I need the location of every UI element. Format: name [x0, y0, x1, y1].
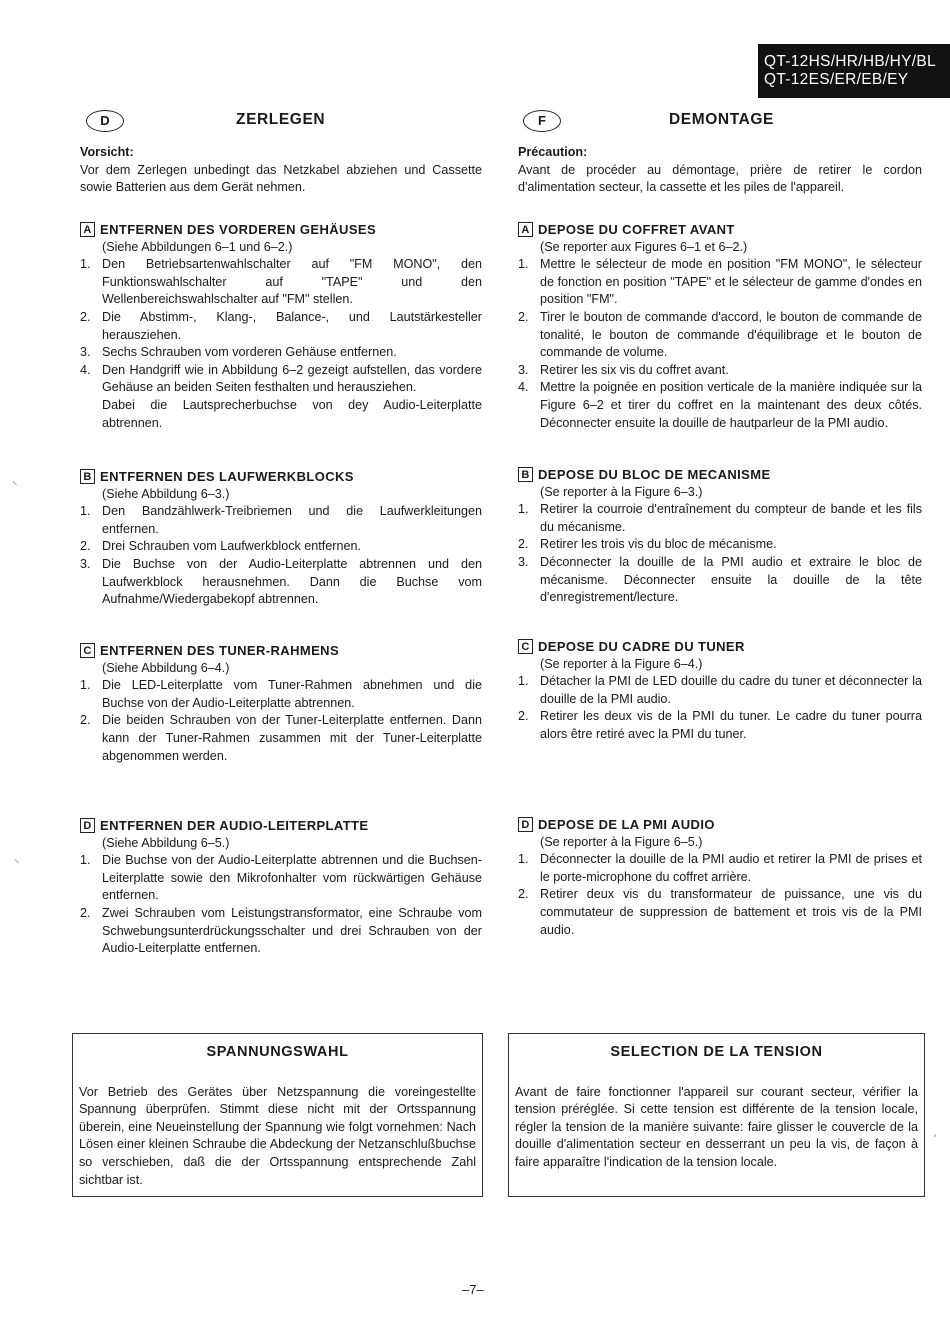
scan-mark: ': [934, 1133, 937, 1145]
step-text: Den Betriebsartenwahlschalter auf "FM MONO", den Funktionswahlschalter auf "TAPE" und den Wellenbereichswahlschalter auf "FM" stellen.: [102, 257, 482, 307]
model-label-line1: QT-12HS/HR/HB/HY/BL: [764, 53, 936, 70]
section-letter-box: D: [80, 818, 95, 833]
section-figure-ref: (Siehe Abbildungen 6–1 und 6–2.): [102, 239, 293, 254]
step-text: Die beiden Schrauben von der Tuner-Leiterplatte entfernen. Dann kann der Tuner-Rahmen zusammen mit der Tuner-Leiterplatte abgenommen werden.: [102, 713, 482, 763]
section-letter-box: A: [518, 222, 533, 237]
german-section-a: [80, 221, 482, 432]
step-number: 3.: [80, 556, 91, 571]
model-label: [758, 44, 950, 98]
section-title: DEPOSE DE LA PMI AUDIO: [538, 817, 715, 832]
german-language-badge: D: [86, 110, 124, 132]
step-item: [80, 556, 482, 609]
step-item: [518, 708, 922, 743]
step-item: [80, 362, 482, 397]
step-text: Zwei Schrauben vom Leistungstransformator, eine Schraube vom Schwebungsunterdrückungsschalter und drei Schrauben von der Audio-Leiterplatte entfernen.: [102, 905, 482, 956]
section-figure-ref: (Se reporter à la Figure 6–3.): [540, 484, 703, 499]
german-voltage-text: Vor Betrieb des Gerätes über Netzspannung die voreingestellte Spannung überprüfen. Stimmt diese nicht mit der Ortsspannung überein, eine Neueinstellung der Spannung wie folgt vornehmen: Nach Lösen einer kleinen Schraube die Abdeckung der Netzanschlußbuchse so verschieben, daß die der Ortsspannung entsprechende Zahl sichtbar ist.: [79, 1084, 476, 1187]
page-number: –7–: [462, 1282, 484, 1297]
step-item: [518, 501, 922, 536]
section-figure-ref: (Se reporter à la Figure 6–4.): [540, 656, 703, 671]
section-letter-box: B: [80, 469, 95, 484]
step-item: [518, 362, 922, 380]
step-item: [518, 886, 922, 939]
german-voltage-box: [72, 1033, 483, 1197]
step-number: 3.: [80, 345, 91, 360]
section-letter-box: C: [518, 639, 533, 654]
step-text: Retirer deux vis du transformateur de puissance, une vis du commutateur de suppression de battement et trois vis de la PMI audio.: [540, 887, 922, 937]
section-steps: [80, 852, 482, 958]
step-text: Déconnecter la douille de la PMI audio et retirer la PMI de prises et le porte-microphone du coffret arrière.: [540, 852, 922, 884]
step-text: Die Buchse von der Audio-Leiterplatte abtrennen und den Laufwerkblock herausnehmen. Dann die Buchse vom Aufnahme/Wiedergabekopf abtrennen.: [102, 556, 482, 607]
german-caution-text: Vor dem Zerlegen unbedingt das Netzkabel abziehen und Cassette sowie Batterien aus dem Gerät nehmen.: [80, 162, 482, 195]
german-section-d: [80, 817, 482, 958]
step-number: 1.: [518, 674, 529, 689]
section-note: Dabei die Lautsprecherbuchse von dey Audio-Leiterplatte abtrennen.: [102, 397, 482, 430]
step-item: [518, 536, 922, 554]
french-section-b: [518, 466, 922, 607]
section-title: ENTFERNEN DES LAUFWERKBLOCKS: [100, 469, 354, 484]
step-number: 2.: [518, 887, 529, 902]
section-steps: [80, 677, 482, 765]
step-number: 1.: [80, 678, 91, 693]
german-section-c: [80, 642, 482, 765]
step-number: 1.: [518, 502, 529, 517]
section-letter-box: C: [80, 643, 95, 658]
french-language-badge: F: [523, 110, 561, 132]
step-text: Mettre le sélecteur de mode en position "FM MONO", le sélecteur de fonction en position "TAPE" et le sélecteur de gamme d'ondes en position "FM".: [540, 257, 922, 307]
section-title: DEPOSE DU CADRE DU TUNER: [538, 639, 745, 654]
german-caution-label: Vorsicht:: [80, 145, 134, 159]
section-title: ENTFERNEN DES TUNER-RAHMENS: [100, 643, 340, 658]
step-item: [80, 538, 482, 556]
step-item: [80, 905, 482, 958]
step-text: Die Abstimm-, Klang-, Balance-, und Lautstärkesteller herausziehen.: [102, 309, 482, 342]
step-text: Den Bandzählwerk-Treibriemen und die Laufwerkleitungen entfernen.: [102, 504, 482, 536]
step-item: [518, 309, 922, 362]
step-text: Sechs Schrauben vom vorderen Gehäuse entfernen.: [102, 345, 397, 360]
section-steps: [518, 501, 922, 607]
step-number: 2.: [518, 309, 529, 324]
section-steps: [80, 256, 482, 397]
step-item: [80, 852, 482, 905]
step-number: 4.: [80, 362, 91, 377]
section-steps: [518, 256, 922, 432]
step-text: Retirer les trois vis du bloc de mécanisme.: [540, 537, 777, 552]
section-letter-box: A: [80, 222, 95, 237]
step-number: 1.: [80, 257, 91, 272]
step-text: Détacher la PMI de LED douille du cadre du tuner et déconnecter la douille de la PMI audio.: [540, 674, 922, 706]
scan-mark: ⸌: [14, 858, 20, 870]
section-steps: [518, 851, 922, 939]
step-item: [80, 344, 482, 362]
step-number: 2.: [518, 537, 529, 552]
french-caution: [518, 144, 922, 197]
section-steps: [80, 503, 482, 609]
step-number: 1.: [518, 257, 529, 272]
step-text: Drei Schrauben vom Laufwerkblock entfernen.: [102, 539, 362, 554]
step-item: [518, 673, 922, 708]
step-text: Tirer le bouton de commande d'accord, le bouton de commande de tonalité, le bouton de commande d'équilibrage et le bouton de commande de volume.: [540, 309, 922, 360]
section-title: DEPOSE DU BLOC DE MECANISME: [538, 467, 771, 482]
step-item: [80, 309, 482, 344]
section-figure-ref: (Se reporter aux Figures 6–1 et 6–2.): [540, 239, 748, 254]
step-item: [518, 256, 922, 309]
step-number: 2.: [80, 539, 91, 554]
french-voltage-text: Avant de faire fonctionner l'appareil sur courant secteur, vérifier la tension préréglée. Si cette tension est différente de la tension locale, régler la tension de la manière suivante: faire glisser le couvercle de la douille d'alimentation secteur en desserrant un peu la vis, de façon à faire apparaître l'indication de la tension locale.: [515, 1084, 918, 1169]
step-text: Die LED-Leiterplatte vom Tuner-Rahmen abnehmen und die Buchse von der Audio-Leiterplatte abtrennen.: [102, 678, 482, 710]
section-figure-ref: (Siehe Abbildung 6–4.): [102, 660, 230, 675]
french-caution-label: Précaution:: [518, 145, 588, 159]
french-section-d: [518, 816, 922, 939]
step-text: Mettre la poignée en position verticale de la manière indiquée sur la Figure 6–2 et tirer du coffret en la maintenant des deux côtés. Déconnecter ensuite la douille de hautparleur de la PMI audio.: [540, 380, 922, 430]
section-letter-box: D: [518, 817, 533, 832]
step-item: [518, 554, 922, 607]
german-title: ZERLEGEN: [236, 111, 326, 128]
step-item: [80, 677, 482, 712]
step-text: Die Buchse von der Audio-Leiterplatte abtrennen und die Buchsen-Leiterplatte sowie den Mikrofonhalter vom rückwärtigen Gehäuse entfernen.: [102, 853, 482, 903]
step-number: 1.: [80, 504, 91, 519]
section-title: ENTFERNEN DES VORDEREN GEHÄUSES: [100, 222, 377, 237]
section-title: DEPOSE DU COFFRET AVANT: [538, 222, 735, 237]
section-figure-ref: (Siehe Abbildung 6–5.): [102, 835, 230, 850]
step-text: Retirer la courroie d'entraînement du compteur de bande et les fils du mécanisme.: [540, 502, 922, 534]
step-text: Retirer les six vis du coffret avant.: [540, 362, 729, 377]
step-number: 3.: [518, 362, 529, 377]
section-figure-ref: (Se reporter à la Figure 6–5.): [540, 834, 703, 849]
step-item: [518, 379, 922, 432]
section-steps: [518, 673, 922, 743]
step-number: 2.: [80, 713, 91, 728]
step-item: [80, 256, 482, 309]
step-text: Retirer les deux vis de la PMI du tuner. Le cadre du tuner pourra alors être retiré avec la PMI du tuner.: [540, 709, 922, 741]
german-heading: [86, 110, 386, 134]
french-section-a: [518, 221, 922, 432]
step-number: 1.: [518, 852, 529, 867]
french-caution-text: Avant de procéder au démontage, prière de retirer le cordon d'alimentation secteur, la cassette et les piles de l'appareil.: [518, 162, 922, 195]
step-number: 4.: [518, 380, 529, 395]
section-figure-ref: (Siehe Abbildung 6–3.): [102, 486, 230, 501]
french-voltage-box: [508, 1033, 925, 1197]
french-section-c: [518, 638, 922, 744]
section-letter-box: B: [518, 467, 533, 482]
step-number: 3.: [518, 554, 529, 569]
step-number: 2.: [518, 709, 529, 724]
model-label-line2: QT-12ES/ER/EB/EY: [764, 71, 909, 88]
french-title: DEMONTAGE: [669, 111, 774, 128]
scan-mark: ⸌: [12, 480, 18, 492]
german-voltage-title: SPANNUNGSWAHL: [206, 1044, 349, 1060]
german-section-b: [80, 468, 482, 609]
step-number: 2.: [80, 905, 91, 920]
step-item: [80, 503, 482, 538]
step-text: Den Handgriff wie in Abbildung 6–2 gezeigt aufstellen, das vordere Gehäuse an beiden Seiten festhalten und herausziehen.: [102, 362, 482, 395]
german-caution: [80, 144, 482, 197]
step-number: 2.: [80, 309, 91, 324]
step-text: Déconnecter la douille de la PMI audio et extraire le bloc de mécanisme. Déconnecter ensuite la douille de la tête d'enregistrement/lecture.: [540, 554, 922, 605]
step-item: [518, 851, 922, 886]
section-title: ENTFERNEN DER AUDIO-LEITERPLATTE: [100, 818, 369, 833]
step-number: 1.: [80, 853, 91, 868]
french-heading: [523, 110, 823, 134]
french-voltage-title: SELECTION DE LA TENSION: [610, 1044, 823, 1060]
step-item: [80, 712, 482, 765]
